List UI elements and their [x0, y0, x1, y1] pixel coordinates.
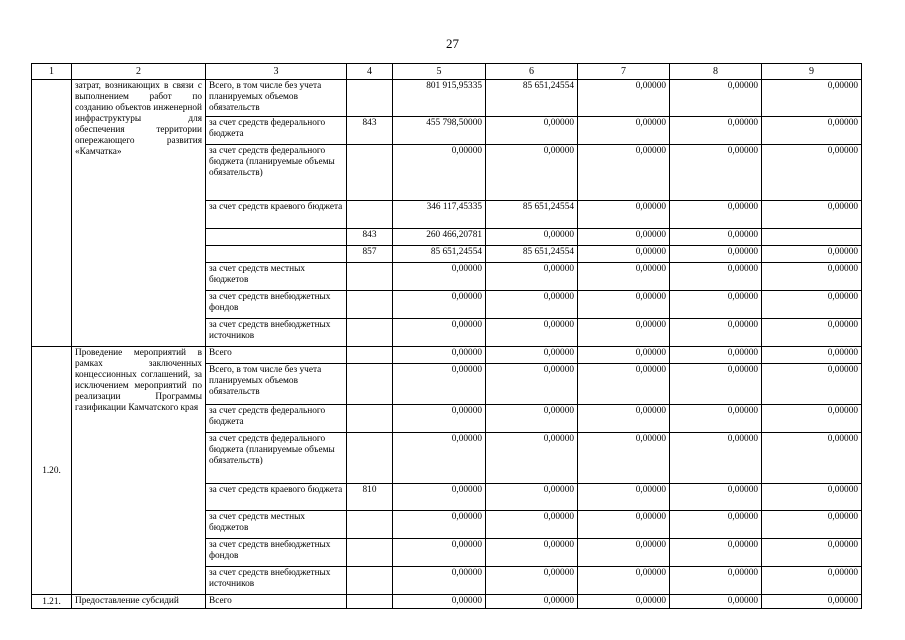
value-col-9: 0,00000 [762, 246, 862, 263]
header-cell: 9 [762, 64, 862, 80]
funding-source: за счет средств внебюджетных источников [206, 319, 347, 347]
value-col-8: 0,00000 [670, 291, 762, 319]
value-col-8: 0,00000 [670, 145, 762, 201]
value-col-6: 0,00000 [486, 145, 578, 201]
value-col-5: 0,00000 [393, 484, 486, 511]
value-col-7: 0,00000 [578, 595, 670, 609]
value-col-9: 0,00000 [762, 145, 862, 201]
value-col-5: 0,00000 [393, 145, 486, 201]
value-col-7: 0,00000 [578, 145, 670, 201]
value-col-8: 0,00000 [670, 484, 762, 511]
value-col-9: 0,00000 [762, 201, 862, 229]
value-col-9: 0,00000 [762, 364, 862, 405]
value-col-7: 0,00000 [578, 80, 670, 117]
budget-code [347, 201, 393, 229]
value-col-7: 0,00000 [578, 484, 670, 511]
item-description: Предоставление субсидий [72, 595, 206, 609]
budget-code [347, 364, 393, 405]
value-col-8: 0,00000 [670, 433, 762, 484]
budget-code [347, 567, 393, 595]
value-col-5: 801 915,95335 [393, 80, 486, 117]
value-col-5: 0,00000 [393, 364, 486, 405]
funding-source [206, 229, 347, 246]
value-col-7: 0,00000 [578, 405, 670, 433]
value-col-6: 85 651,24554 [486, 246, 578, 263]
value-col-5: 0,00000 [393, 539, 486, 567]
value-col-5: 0,00000 [393, 511, 486, 539]
value-col-7: 0,00000 [578, 567, 670, 595]
item-description: затрат, возникающих в связи с выполнением работ по созданию объектов инженерной инфраструктуры для обеспечения территории опережающего развития «Камчатка» [72, 80, 206, 347]
table-row [32, 80, 862, 117]
budget-code: 843 [347, 229, 393, 246]
funding-source: Всего [206, 347, 347, 364]
value-col-7: 0,00000 [578, 117, 670, 145]
value-col-9: 0,00000 [762, 595, 862, 609]
value-col-6: 85 651,24554 [486, 80, 578, 117]
value-col-8: 0,00000 [670, 319, 762, 347]
value-col-8: 0,00000 [670, 80, 762, 117]
value-col-7: 0,00000 [578, 347, 670, 364]
value-col-5: 0,00000 [393, 263, 486, 291]
value-col-8: 0,00000 [670, 405, 762, 433]
value-col-8: 0,00000 [670, 201, 762, 229]
funding-source: за счет средств федерального бюджета (планируемые объемы обязательств) [206, 145, 347, 201]
value-col-7: 0,00000 [578, 433, 670, 484]
value-col-6: 0,00000 [486, 511, 578, 539]
budget-code [347, 595, 393, 609]
value-col-6: 85 651,24554 [486, 201, 578, 229]
value-col-9: 0,00000 [762, 347, 862, 364]
budget-code [347, 347, 393, 364]
value-col-7: 0,00000 [578, 291, 670, 319]
value-col-8: 0,00000 [670, 347, 762, 364]
value-col-6: 0,00000 [486, 319, 578, 347]
funding-source: за счет средств местных бюджетов [206, 511, 347, 539]
item-number: 1.21. [32, 595, 72, 609]
table-row [32, 347, 862, 364]
header-row [32, 64, 862, 80]
budget-code [347, 291, 393, 319]
item-number [32, 80, 72, 347]
value-col-6: 0,00000 [486, 263, 578, 291]
funding-source: за счет средств местных бюджетов [206, 263, 347, 291]
value-col-8: 0,00000 [670, 364, 762, 405]
value-col-6: 0,00000 [486, 484, 578, 511]
value-col-9: 0,00000 [762, 80, 862, 117]
value-col-9: 0,00000 [762, 405, 862, 433]
value-col-6: 0,00000 [486, 405, 578, 433]
value-col-6: 0,00000 [486, 567, 578, 595]
budget-code [347, 405, 393, 433]
value-col-5: 85 651,24554 [393, 246, 486, 263]
value-col-6: 0,00000 [486, 595, 578, 609]
value-col-9: 0,00000 [762, 319, 862, 347]
value-col-5: 0,00000 [393, 319, 486, 347]
value-col-9: 0,00000 [762, 291, 862, 319]
header-cell: 1 [32, 64, 72, 80]
funding-source: Всего [206, 595, 347, 609]
value-col-7: 0,00000 [578, 511, 670, 539]
value-col-7: 0,00000 [578, 539, 670, 567]
value-col-9: 0,00000 [762, 567, 862, 595]
value-col-9: 0,00000 [762, 433, 862, 484]
funding-source [206, 246, 347, 263]
budget-code [347, 433, 393, 484]
budget-code: 810 [347, 484, 393, 511]
budget-code [347, 511, 393, 539]
budget-code [347, 263, 393, 291]
header-cell: 8 [670, 64, 762, 80]
header-cell: 7 [578, 64, 670, 80]
value-col-8: 0,00000 [670, 539, 762, 567]
funding-source: Всего, в том числе без учета планируемых объемов обязательств [206, 80, 347, 117]
funding-source: Всего, в том числе без учета планируемых объемов обязательств [206, 364, 347, 405]
value-col-5: 0,00000 [393, 595, 486, 609]
funding-source: за счет средств внебюджетных фондов [206, 539, 347, 567]
value-col-9: 0,00000 [762, 539, 862, 567]
value-col-5: 0,00000 [393, 567, 486, 595]
header-cell: 6 [486, 64, 578, 80]
table-row [32, 595, 862, 609]
value-col-8: 0,00000 [670, 229, 762, 246]
funding-source: за счет средств внебюджетных источников [206, 567, 347, 595]
item-description: Проведение мероприятий в рамках заключенных концессионных соглашений, за исключением мероприятий по реализации Программы газификации Камчатского края [72, 347, 206, 595]
value-col-5: 346 117,45335 [393, 201, 486, 229]
value-col-7: 0,00000 [578, 319, 670, 347]
funding-source: за счет средств федерального бюджета [206, 405, 347, 433]
value-col-9: 0,00000 [762, 263, 862, 291]
budget-table [31, 63, 862, 609]
value-col-8: 0,00000 [670, 263, 762, 291]
funding-source: за счет средств федерального бюджета [206, 117, 347, 145]
value-col-7: 0,00000 [578, 246, 670, 263]
page-number: 27 [446, 36, 459, 51]
budget-code: 843 [347, 117, 393, 145]
value-col-7: 0,00000 [578, 229, 670, 246]
value-col-6: 0,00000 [486, 364, 578, 405]
value-col-6: 0,00000 [486, 229, 578, 246]
value-col-8: 0,00000 [670, 511, 762, 539]
value-col-8: 0,00000 [670, 117, 762, 145]
value-col-9: 0,00000 [762, 511, 862, 539]
value-col-6: 0,00000 [486, 433, 578, 484]
item-number: 1.20. [32, 347, 72, 595]
value-col-9: 0,00000 [762, 117, 862, 145]
header-cell: 3 [206, 64, 347, 80]
value-col-9: 0,00000 [762, 484, 862, 511]
header-cell: 4 [347, 64, 393, 80]
value-col-6: 0,00000 [486, 291, 578, 319]
value-col-8: 0,00000 [670, 595, 762, 609]
value-col-7: 0,00000 [578, 364, 670, 405]
value-col-8: 0,00000 [670, 246, 762, 263]
funding-source: за счет средств краевого бюджета [206, 484, 347, 511]
value-col-6: 0,00000 [486, 117, 578, 145]
value-col-9 [762, 229, 862, 246]
header-cell: 2 [72, 64, 206, 80]
funding-source: за счет средств федерального бюджета (планируемые объемы обязательств) [206, 433, 347, 484]
value-col-5: 0,00000 [393, 405, 486, 433]
value-col-5: 0,00000 [393, 433, 486, 484]
budget-code [347, 145, 393, 201]
value-col-7: 0,00000 [578, 263, 670, 291]
budget-code [347, 319, 393, 347]
budget-code: 857 [347, 246, 393, 263]
value-col-5: 0,00000 [393, 347, 486, 364]
value-col-6: 0,00000 [486, 539, 578, 567]
budget-code [347, 80, 393, 117]
header-cell: 5 [393, 64, 486, 80]
budget-code [347, 539, 393, 567]
value-col-5: 260 466,20781 [393, 229, 486, 246]
value-col-5: 0,00000 [393, 291, 486, 319]
value-col-6: 0,00000 [486, 347, 578, 364]
value-col-7: 0,00000 [578, 201, 670, 229]
funding-source: за счет средств внебюджетных фондов [206, 291, 347, 319]
value-col-5: 455 798,50000 [393, 117, 486, 145]
value-col-8: 0,00000 [670, 567, 762, 595]
funding-source: за счет средств краевого бюджета [206, 201, 347, 229]
